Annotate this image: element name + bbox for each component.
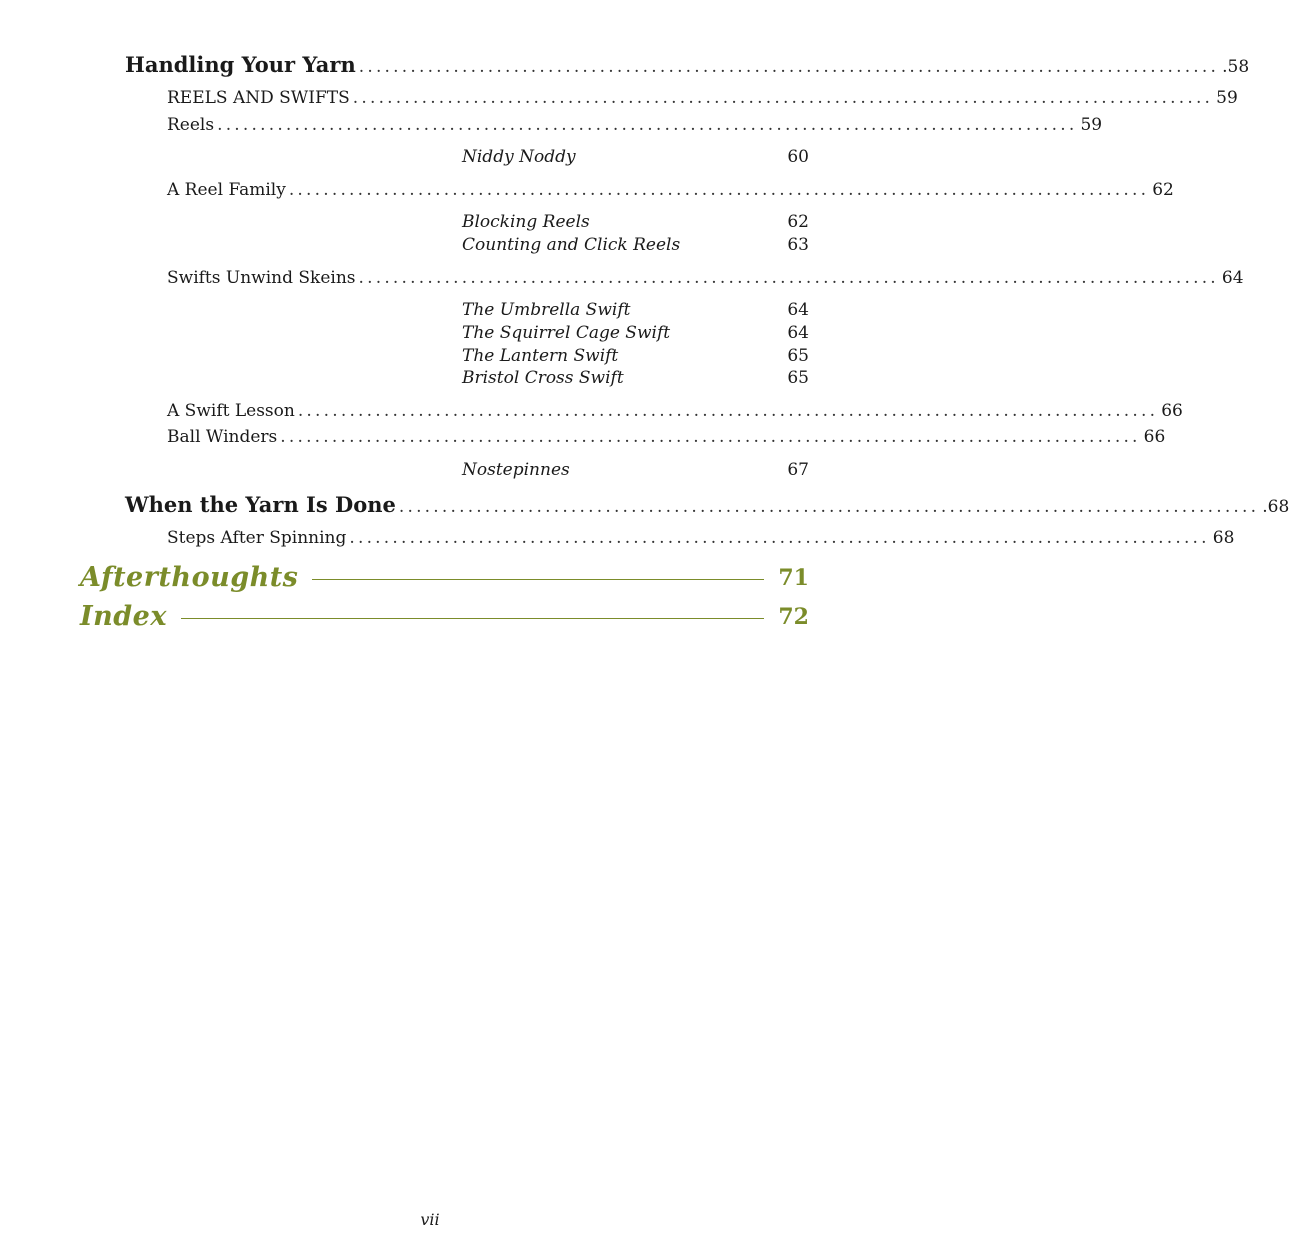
- toc-entry-handling-your-yarn[interactable]: [125, 52, 1250, 77]
- page-folio: vii: [420, 1210, 440, 1229]
- toc-entry-blocking-reels[interactable]: [462, 212, 809, 232]
- page-number: 64: [1221, 268, 1244, 288]
- toc-entry-counting-reels[interactable]: [462, 235, 809, 255]
- toc-entry-umbrella-swift[interactable]: [462, 300, 809, 320]
- toc-entry-bristol-cross-swift[interactable]: [462, 368, 809, 388]
- toc-entry-reels[interactable]: [167, 115, 1103, 135]
- page-number: 62: [787, 212, 809, 232]
- page-number: 60: [787, 147, 809, 167]
- page-number: 59: [1080, 115, 1103, 135]
- toc-entry-nostepinnes[interactable]: [462, 460, 809, 480]
- toc-subsection-label: The Umbrella Swift: [462, 300, 631, 320]
- toc-section-label: A Swift Lesson: [167, 401, 295, 421]
- toc-entry-ball-winders[interactable]: [167, 427, 1166, 447]
- page-number: 63: [787, 235, 809, 255]
- page-number: 64: [787, 300, 809, 320]
- toc-subsection-label: Bristol Cross Swift: [462, 368, 624, 388]
- page-number: 65: [787, 368, 809, 388]
- dot-leader: ....................................................................................................: [288, 180, 1150, 200]
- toc-entry-index[interactable]: [80, 601, 809, 632]
- dot-leader: ....................................................................................................: [398, 497, 1260, 517]
- dot-leader: ....................................................................................................: [297, 401, 1159, 421]
- toc-entry-when-yarn-done[interactable]: [125, 492, 1289, 517]
- toc-chapter-label: Index: [80, 601, 167, 632]
- page-number: 59: [1216, 88, 1238, 108]
- toc-subsection-label: Nostepinnes: [462, 460, 570, 480]
- page-number: 64: [787, 323, 809, 343]
- page-number: 72: [778, 603, 809, 630]
- page-number: 68: [1212, 528, 1235, 548]
- page-number: 71: [778, 564, 809, 591]
- toc-section-label: Swifts Unwind Skeins: [167, 268, 356, 288]
- dot-leader: ....................................................................................................: [352, 88, 1214, 108]
- toc-section-label: A Reel Family: [167, 180, 286, 200]
- toc-entry-steps-after-spinning[interactable]: [167, 528, 1235, 548]
- page-number: .58: [1222, 57, 1250, 77]
- toc-subsection-label: The Lantern Swift: [462, 346, 619, 366]
- dot-leader: ....................................................................................................: [280, 427, 1141, 447]
- dot-leader: ....................................................................................................: [349, 528, 1210, 548]
- toc-entry-afterthoughts[interactable]: [80, 562, 809, 593]
- rule-leader: [312, 579, 764, 580]
- page-number: 66: [1161, 401, 1183, 421]
- toc-entry-squirrel-cage-swift[interactable]: [462, 323, 809, 343]
- toc-entry-swifts-unwind-skeins[interactable]: [167, 268, 1244, 288]
- toc-subsection-label: Niddy Noddy: [462, 147, 576, 167]
- page-number: 67: [787, 460, 809, 480]
- dot-leader: ....................................................................................................: [358, 268, 1219, 288]
- toc-entry-reels-and-swifts[interactable]: [167, 88, 1238, 108]
- toc-entry-swift-lesson[interactable]: [167, 401, 1183, 421]
- toc-subsection-label: Counting and Click Reels: [462, 235, 681, 255]
- page-number: 62: [1152, 180, 1174, 200]
- toc-heading: Handling Your Yarn: [125, 52, 356, 77]
- toc-section-label: Ball Winders: [167, 427, 278, 447]
- dot-leader: ....................................................................................................: [358, 57, 1220, 77]
- toc-entry-reel-family[interactable]: [167, 180, 1174, 200]
- toc-entry-lantern-swift[interactable]: [462, 346, 809, 366]
- toc-subsection-label: Blocking Reels: [462, 212, 590, 232]
- toc-heading: When the Yarn Is Done: [125, 492, 396, 517]
- toc-section-label: REELS AND SWIFTS: [167, 88, 350, 108]
- toc-section-label: Reels: [167, 115, 215, 135]
- page-number: 66: [1143, 427, 1166, 447]
- toc-section-label: Steps After Spinning: [167, 528, 347, 548]
- page-number: .68: [1262, 497, 1289, 517]
- toc-entry-niddy-noddy[interactable]: [462, 147, 809, 167]
- toc-subsection-label: The Squirrel Cage Swift: [462, 323, 671, 343]
- toc-chapter-label: Afterthoughts: [80, 562, 299, 593]
- dot-leader: ....................................................................................................: [217, 115, 1078, 135]
- page-number: 65: [787, 346, 809, 366]
- rule-leader: [181, 618, 764, 619]
